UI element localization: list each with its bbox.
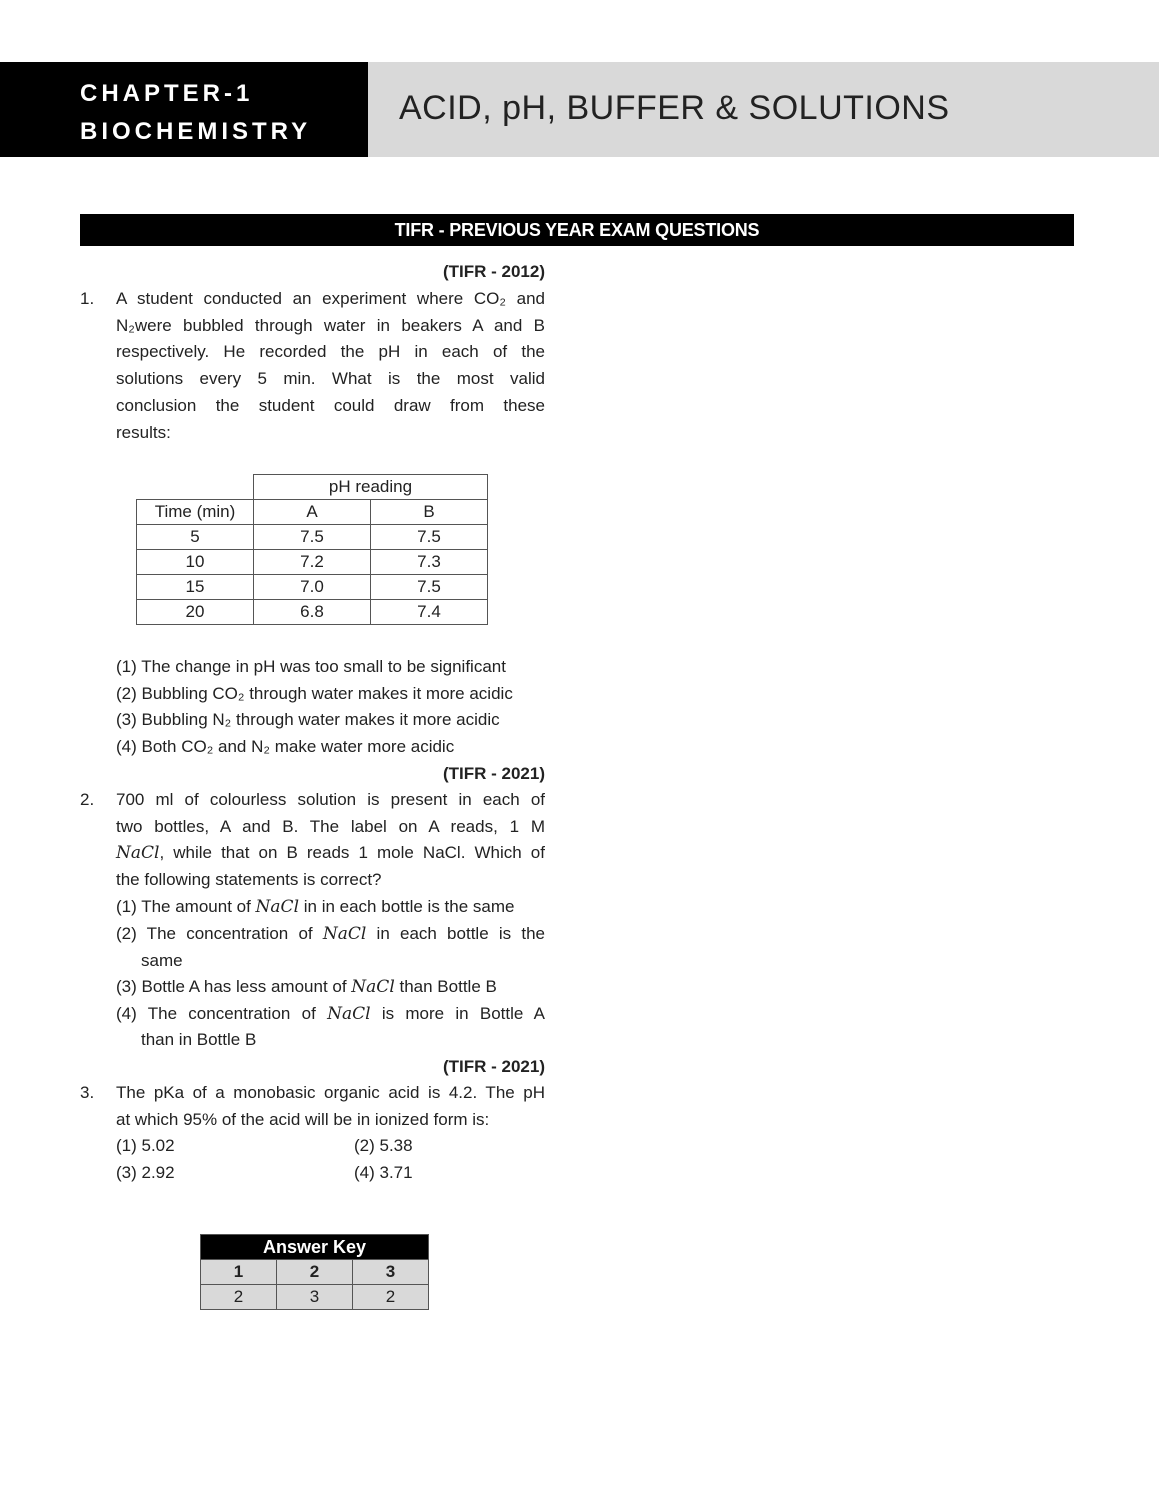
chapter-title: ACID, pH, BUFFER & SOLUTIONS — [399, 89, 950, 127]
answer-key-answer: 2 — [353, 1285, 429, 1310]
stem-line: conclusion the student could draw from these — [116, 395, 545, 415]
question-1-option-2: (2) Bubbling CO₂ through water makes it more acidic — [116, 684, 513, 703]
question-3-option-1: (1) 5.02 — [116, 1136, 175, 1155]
table-cell: 7.4 — [371, 600, 488, 625]
subject-label: BIOCHEMISTRY — [80, 118, 312, 145]
table-cell: 5 — [137, 525, 254, 550]
stem-line: the following statements is correct? — [116, 870, 382, 890]
table-cell: 7.0 — [254, 575, 371, 600]
chapter-label: CHAPTER-1 — [80, 80, 254, 107]
question-1-number: 1. — [80, 289, 95, 308]
question-2-source-tag: (TIFR - 2021) — [442, 764, 545, 783]
question-1-option-4: (4) Both CO₂ and N₂ make water more acidic — [116, 737, 455, 756]
question-3-stem — [116, 1080, 545, 1133]
table-cell: 7.5 — [371, 575, 488, 600]
chapter-header-block — [0, 62, 368, 157]
answer-key-answer: 3 — [277, 1285, 353, 1310]
question-1-option-1: (1) The change in pH was too small to be significant — [116, 657, 506, 676]
question-2-option-1: (1) The amount of NaCl in in each bottle is the same — [116, 897, 515, 917]
table-header-b: B — [371, 500, 488, 525]
table-header-time: Time (min) — [137, 500, 254, 525]
question-1-source-tag: (TIFR - 2012) — [442, 262, 545, 281]
question-3-number: 3. — [80, 1083, 95, 1102]
question-3-option-2: (2) 5.38 — [354, 1136, 413, 1155]
answer-key-question-number: 3 — [353, 1260, 429, 1285]
table-header-a: A — [254, 500, 371, 525]
question-2-number: 2. — [80, 790, 95, 809]
stem-line: results: — [116, 422, 171, 442]
table-cell: 7.3 — [371, 550, 488, 575]
stem-line: The pKa of a monobasic organic acid is 4.2. The pH — [116, 1083, 545, 1102]
question-2-option-4-continued: than in Bottle B — [141, 1030, 257, 1049]
answer-key-answer: 2 — [201, 1285, 277, 1310]
table-corner-cell — [137, 475, 254, 500]
question-2-option-2-continued: same — [141, 951, 183, 970]
table-cell: 7.5 — [371, 525, 488, 550]
question-3-source-tag: (TIFR - 2021) — [442, 1057, 545, 1076]
stem-line: 700 ml of colourless solution is present in each of — [116, 790, 545, 809]
question-1-stem — [116, 286, 545, 446]
table-row — [137, 600, 488, 625]
answer-key-question-number: 1 — [201, 1260, 277, 1285]
question-2-option-2: (2) The concentration of NaCl in each bottle is the — [116, 924, 545, 944]
answer-key-question-number: 2 — [277, 1260, 353, 1285]
table-cell: 10 — [137, 550, 254, 575]
stem-line: two bottles, A and B. The label on A reads, 1 M — [116, 816, 545, 836]
question-2-option-4: (4) The concentration of NaCl is more in Bottle A — [116, 1004, 545, 1024]
stem-line: solutions every 5 min. What is the most valid — [116, 369, 545, 389]
question-1-option-3: (3) Bubbling N₂ through water makes it more acidic — [116, 710, 500, 729]
table-cell: 15 — [137, 575, 254, 600]
stem-line: respectively. He recorded the pH in each of the — [116, 342, 545, 362]
ph-reading-table — [136, 474, 488, 625]
question-3-option-4: (4) 3.71 — [354, 1163, 413, 1182]
table-row — [137, 525, 488, 550]
stem-line: at which 95% of the acid will be in ionized form is: — [116, 1109, 490, 1129]
stem-line: N₂were bubbled through water in beakers A and B — [116, 315, 545, 335]
table-row — [137, 550, 488, 575]
question-2-stem — [116, 787, 545, 894]
stem-line: A student conducted an experiment where CO₂ and — [116, 289, 545, 308]
chapter-title-block — [368, 62, 1159, 157]
answer-key-answer-row — [201, 1285, 429, 1310]
table-group-header: pH reading — [254, 475, 488, 500]
stem-line: NaCl, while that on B reads 1 mole NaCl. Which of — [116, 843, 545, 864]
table-cell: 7.2 — [254, 550, 371, 575]
answer-key-table — [200, 1234, 429, 1310]
table-cell: 20 — [137, 600, 254, 625]
answer-key-title: Answer Key — [201, 1235, 429, 1260]
table-row — [137, 575, 488, 600]
question-2-option-3: (3) Bottle A has less amount of NaCl than Bottle B — [116, 977, 497, 997]
question-3-option-3: (3) 2.92 — [116, 1163, 175, 1182]
section-banner: TIFR - PREVIOUS YEAR EXAM QUESTIONS — [80, 214, 1074, 246]
table-cell: 7.5 — [254, 525, 371, 550]
answer-key-question-row — [201, 1260, 429, 1285]
table-cell: 6.8 — [254, 600, 371, 625]
